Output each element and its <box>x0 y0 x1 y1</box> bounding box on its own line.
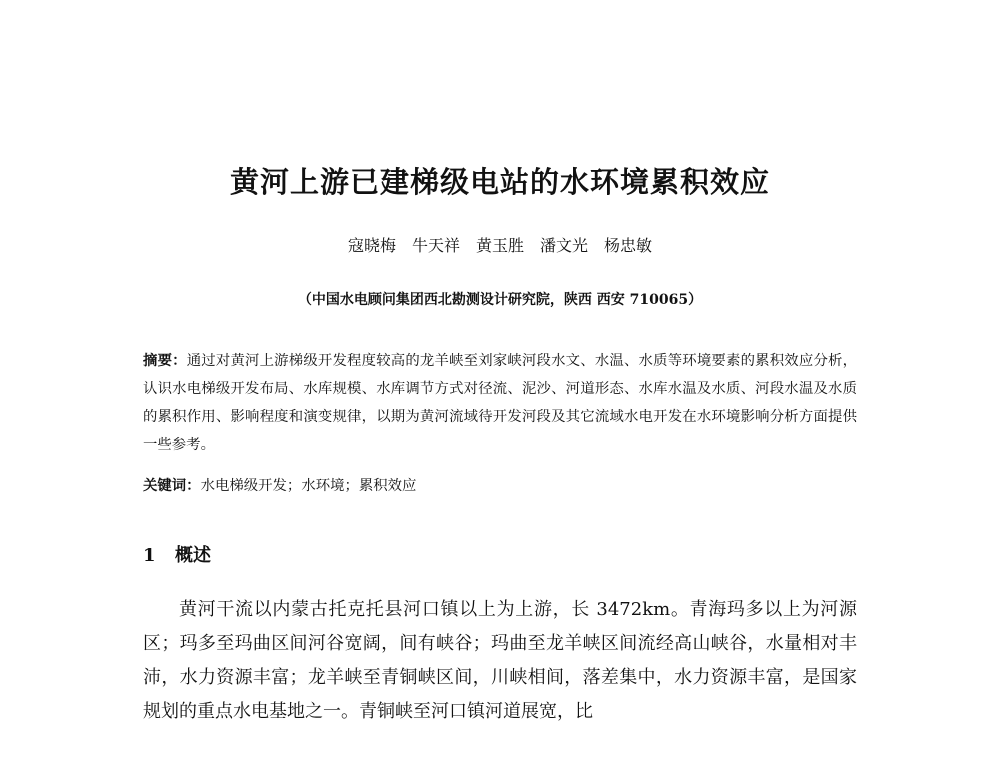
keywords-block <box>143 474 857 495</box>
section-title: 概述 <box>175 545 211 566</box>
abstract-text: 通过对黄河上游梯级开发程度较高的龙羊峡至刘家峡河段水文、水温、水质等环境要素的累积效应分析，认识水电梯级开发布局、水库规模、水库调节方式对径流、泥沙、河道形态、水库水温及水质、河段水温及水质的累积作用、影响程度和演变规律，以期为黄河流域待开发河段及其它流域水电开发在水环境影响分析方面提供一些参考。 <box>143 353 857 453</box>
abstract-block <box>143 347 857 459</box>
section-number: 1 <box>143 545 156 566</box>
body-paragraph: 黄河干流以内蒙古托克托县河口镇以上为上游，长 3472km。青海玛多以上为河源区；玛多至玛曲区间河谷宽阔，间有峡谷；玛曲至龙羊峡区间流经高山峡谷，水量相对丰沛，水力资源丰富；龙羊峡至青铜峡区间，川峡相间，落差集中，水力资源丰富，是国家规划的重点水电基地之一。青铜峡至河口镇河道展宽，比 <box>143 599 857 722</box>
keywords-label: 关键词： <box>143 477 201 494</box>
author-affiliation: （中国水电顾问集团西北勘测设计研究院，陕西 西安 710065） <box>297 292 703 308</box>
paper-title: 黄河上游已建梯级电站的水环境累积效应 <box>229 165 770 199</box>
section-heading <box>143 541 211 567</box>
abstract-label: 摘要： <box>143 352 187 369</box>
author-list: 寇晓梅 牛天祥 黄玉胜 潘文光 杨忠敏 <box>347 236 652 255</box>
keywords-text: 水电梯级开发；水环境；累积效应 <box>200 478 417 494</box>
